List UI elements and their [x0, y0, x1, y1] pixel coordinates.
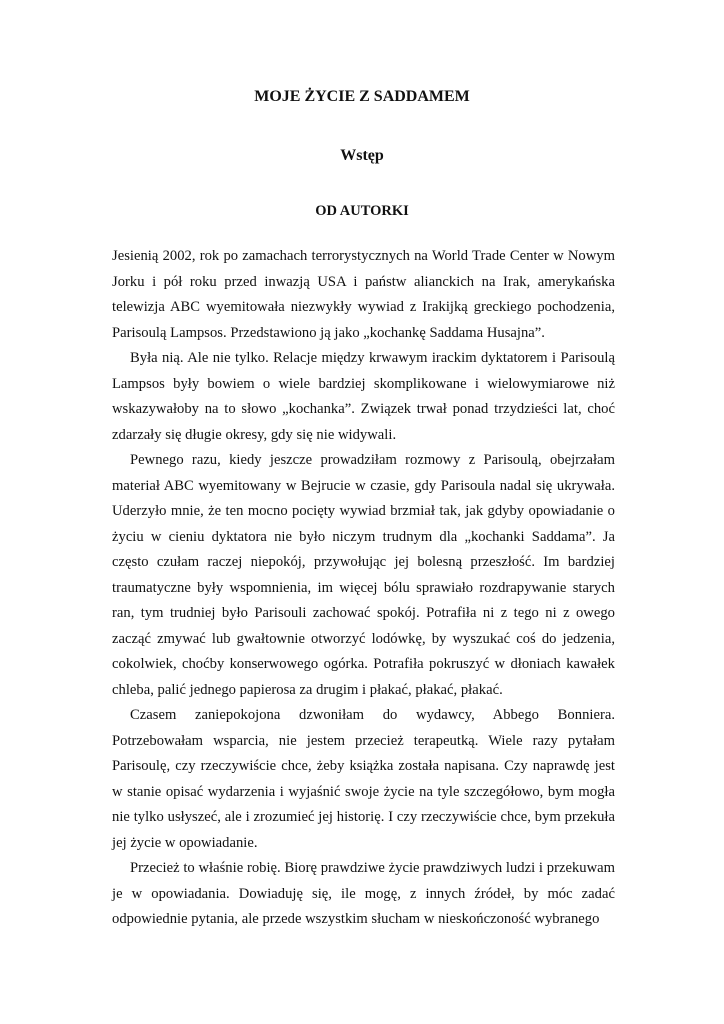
chapter-title: Wstęp — [340, 147, 384, 164]
paragraph: Była nią. Ale nie tylko. Relacje między krwawym irackim dyktatorem i Parisoulą Lampsos były bowiem o wiele bardziej skomplikowane i wielowymiarowe niż wskazywałoby na to słowo „kochanka”. Związek trwał ponad trzydzieści lat, choć zdarzały się długie okresy, gdy się nie widywali. — [112, 350, 615, 443]
paragraph: Pewnego razu, kiedy jeszcze prowadziłam rozmowy z Parisoulą, obejrzałam materiał ABC wyemitowany w Bejrucie w czasie, gdy Parisoula nadal się ukrywała. Uderzyło mnie, że ten mocno pocięty wywiad brzmiał tak, jak gdyby opowiadanie o życiu w cieniu dyktatora nie było niczym trudnym dla „kochanki Saddama”. Ja często czułam raczej niepokój, przywołując jej bolesną przeszłość. Im bardziej traumatyczne były wspomnienia, im więcej bólu sprawiało rozdrapywanie starych ran, tym trudniej było Parisouli zachować spokój. Potrafiła ni z tego ni z owego zacząć zmywać lub gwałtownie otworzyć lodówkę, by wyszukać coś do jedzenia, cokolwiek, choćby konserwowego ogórka. Potrafiła pokruszyć w dłoniach kawałek chleba, palić jednego papierosa za drugim i płakać, płakać, płakać. — [112, 452, 615, 698]
paragraph: Przecież to właśnie robię. Biorę prawdziwe życie prawdziwych ludzi i przekuwam je w opowiadania. Dowiaduję się, ile mogę, z innych źródeł, by móc zadać odpowiednie pytania, ale przede wszystkim słucham w nieskończoność wybranego — [112, 860, 615, 927]
body-text — [112, 244, 615, 933]
book-title: MOJE ŻYCIE Z SADDAMEM — [254, 88, 470, 105]
section-heading: OD AUTORKI — [315, 203, 409, 219]
paragraph: Jesienią 2002, rok po zamachach terrorystycznych na World Trade Center w Nowym Jorku i pół roku przed inwazją USA i państw alianckich na Irak, amerykańska telewizja ABC wyemitowała niezwykły wywiad z Irakijką greckiego pochodzenia, Parisoulą Lampsos. Przedstawiono ją jako „kochankę Saddama Husajna”. — [112, 248, 615, 341]
paragraph: Czasem zaniepokojona dzwoniłam do wydawcy, Abbego Bonniera. Potrzebowałam wsparcia, nie jestem przecież terapeutką. Wiele razy pytałam Parisoulę, czy rzeczywiście chce, żeby książka została napisana. Czy naprawdę jest w stanie opisać wydarzenia i wyjaśnić swoje życie na tyle szczegółowo, bym mogła nie tylko usłyszeć, ale i zrozumieć jej historię. I czy rzeczywiście chce, bym przekuła jej życie w opowiadanie. — [112, 707, 615, 851]
